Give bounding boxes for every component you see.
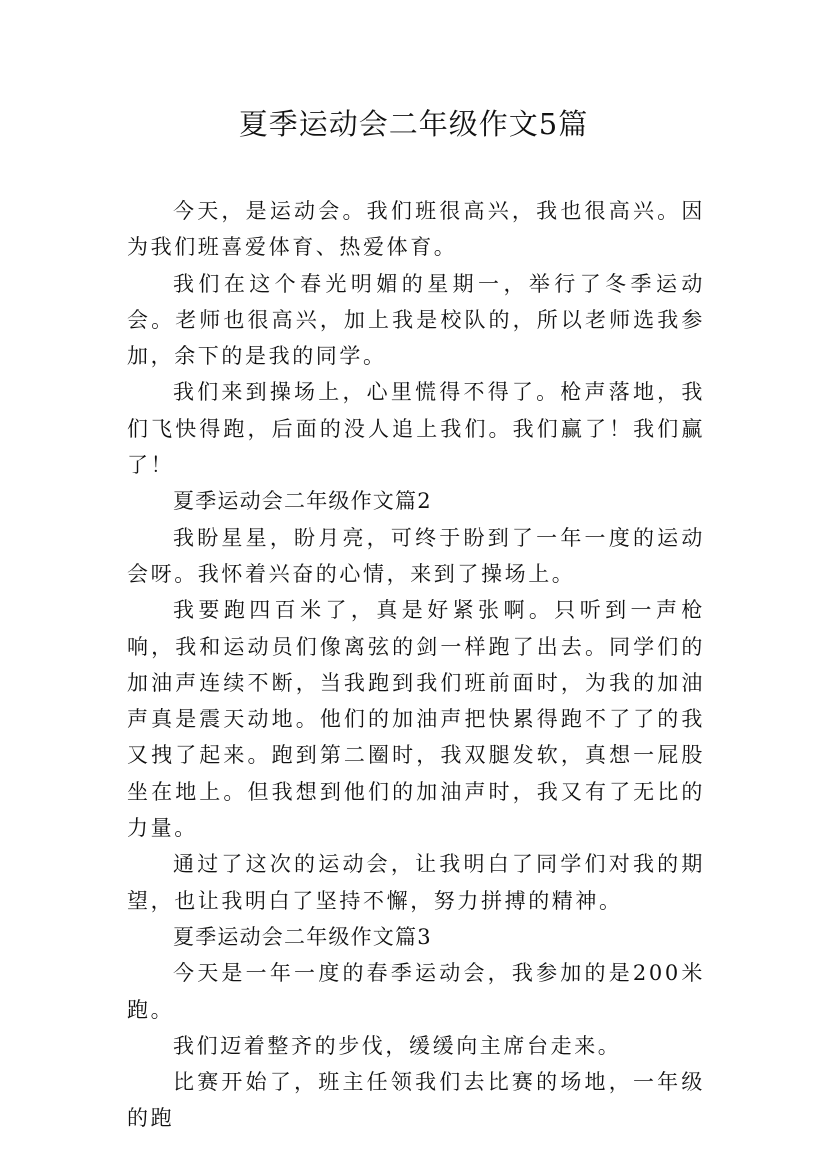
section-heading: 夏季运动会二年级作文篇2	[173, 489, 432, 514]
paragraph: 通过了这次的运动会，让我明白了同学们对我的期望，也让我明白了坚持不懈，努力拼搏的精神。	[127, 852, 705, 913]
paragraph: 我盼星星，盼月亮，可终于盼到了一年一度的运动会呀。我怀着兴奋的心情，来到了操场上。	[127, 525, 705, 586]
paragraph: 今天是一年一度的春季运动会，我参加的是200米跑。	[127, 961, 705, 1022]
paragraph: 我要跑四百米了，真是好紧张啊。只听到一声枪响，我和运动员们像离弦的剑一样跑了出去。同学们的加油声连续不断，当我跑到我们班前面时，为我的加油声真是震天动地。他们的加油声把快累得跑不了了的我又拽了起来。跑到第二圈时，我双腿发软，真想一屁股坐在地上。但我想到他们的加油声时，我又有了无比的力量。	[127, 598, 705, 841]
document-title: 夏季运动会二年级作文5篇	[238, 107, 589, 141]
paragraph: 今天，是运动会。我们班很高兴，我也很高兴。因为我们班喜爱体育、热爱体育。	[127, 199, 705, 260]
document-body	[127, 193, 705, 1137]
paragraph: 我们迈着整齐的步伐，缓缓向主席台走来。	[173, 1033, 622, 1058]
section-heading: 夏季运动会二年级作文篇3	[173, 924, 432, 949]
paragraph: 比赛开始了，班主任领我们去比赛的场地，一年级的跑	[127, 1070, 705, 1131]
paragraph: 我们在这个春光明媚的星期一，举行了冬季运动会。老师也很高兴，加上我是校队的，所以老师选我参加，余下的是我的同学。	[127, 271, 705, 369]
paragraph: 我们来到操场上，心里慌得不得了。枪声落地，我们飞快得跑，后面的没人追上我们。我们赢了！我们赢了！	[127, 380, 705, 478]
